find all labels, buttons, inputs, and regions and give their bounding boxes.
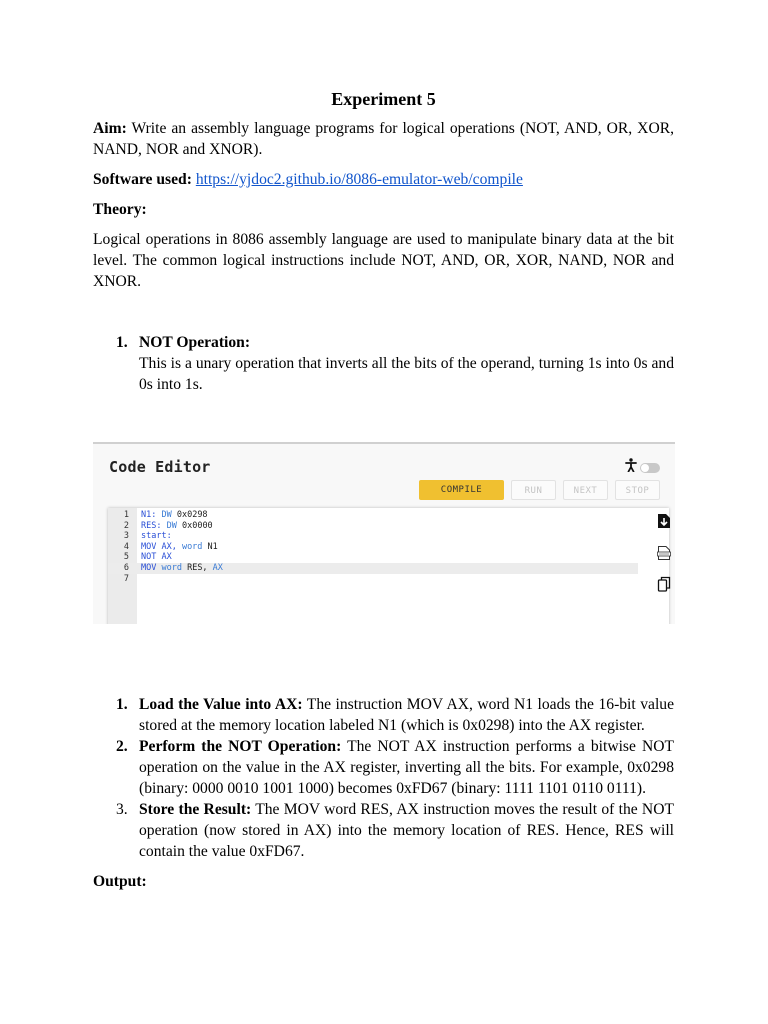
download-icon[interactable] (657, 513, 671, 529)
example-file-icon[interactable] (657, 545, 671, 561)
list-item: 3. Store the Result: The MOV word RES, AX instruction moves the result of the NOT operation (now stored in AX) into the memory location of RES. Hence, RES will contain the value 0xFD67. (116, 801, 674, 860)
operation-list (93, 332, 674, 395)
page-title: Experiment 5 (331, 89, 436, 109)
code-line: 7 (123, 573, 129, 584)
output-heading: Output: (93, 873, 147, 890)
code-line: 1 N1: DW 0x0298 (123, 510, 208, 520)
stop-button[interactable]: STOP (615, 480, 660, 500)
code-line: 2 RES: DW 0x0000 (123, 520, 213, 531)
compile-button[interactable]: COMPILE (419, 480, 504, 500)
theory-paragraph: Logical operations in 8086 assembly language are used to manipulate binary data at the bit level. The common logical instructions include NOT, AND, OR, XOR, NAND, NOR and XNOR. (93, 231, 674, 290)
toggle-switch[interactable] (640, 463, 660, 473)
code-line: 4 MOV AX, word N1 (123, 541, 218, 552)
not-operation-heading: NOT Operation: (139, 334, 251, 351)
code-line: 3 start: (123, 531, 172, 542)
code-lines (108, 510, 638, 584)
not-operation-description: This is a unary operation that inverts all the bits of the operand, turning 1s into 0s and 0s into 1s. (139, 355, 674, 393)
steps-section (93, 694, 674, 892)
aim-text: Write an assembly language programs for logical operations (NOT, AND, OR, XOR, NAND, NOR and XNOR). (93, 120, 674, 158)
aim-label: Aim: (93, 120, 127, 137)
code-area[interactable] (108, 508, 669, 624)
copy-icon[interactable] (657, 576, 671, 592)
code-editor-screenshot (93, 442, 675, 624)
theory-heading: Theory: (93, 201, 147, 218)
software-link[interactable]: https://yjdoc2.github.io/8086-emulator-web/compile (195, 171, 523, 188)
code-line-active: 6 MOV word RES, AX (108, 563, 638, 574)
list-item: 1. Load the Value into AX: The instruction MOV AX, word N1 loads the 16-bit value stored at the memory location labeled N1 (which is 0x0298) into the AX register. (116, 696, 674, 734)
software-paragraph (93, 169, 674, 190)
steps-list (93, 694, 674, 862)
accessibility-icon[interactable] (625, 458, 637, 472)
software-label: Software used: (93, 171, 192, 188)
list-item: 2. Perform the NOT Operation: The NOT AX instruction performs a bitwise NOT operation on the value in the AX register, inverting all the bits. For example, 0x0298 (binary: 0000 0010 1001 1000) becomes 0xFD67 (binary: 1111 1101 0110 0111). (116, 738, 674, 797)
list-item: 1. NOT Operation: This is a unary operation that inverts all the bits of the operand, turning 1s into 0s and 0s into 1s. (116, 334, 674, 393)
run-button[interactable]: RUN (511, 480, 556, 500)
editor-title: Code Editor (109, 458, 211, 476)
code-line: 5 NOT AX (123, 552, 172, 563)
next-button[interactable]: NEXT (563, 480, 608, 500)
document-page (93, 87, 674, 395)
aim-paragraph (93, 118, 674, 160)
